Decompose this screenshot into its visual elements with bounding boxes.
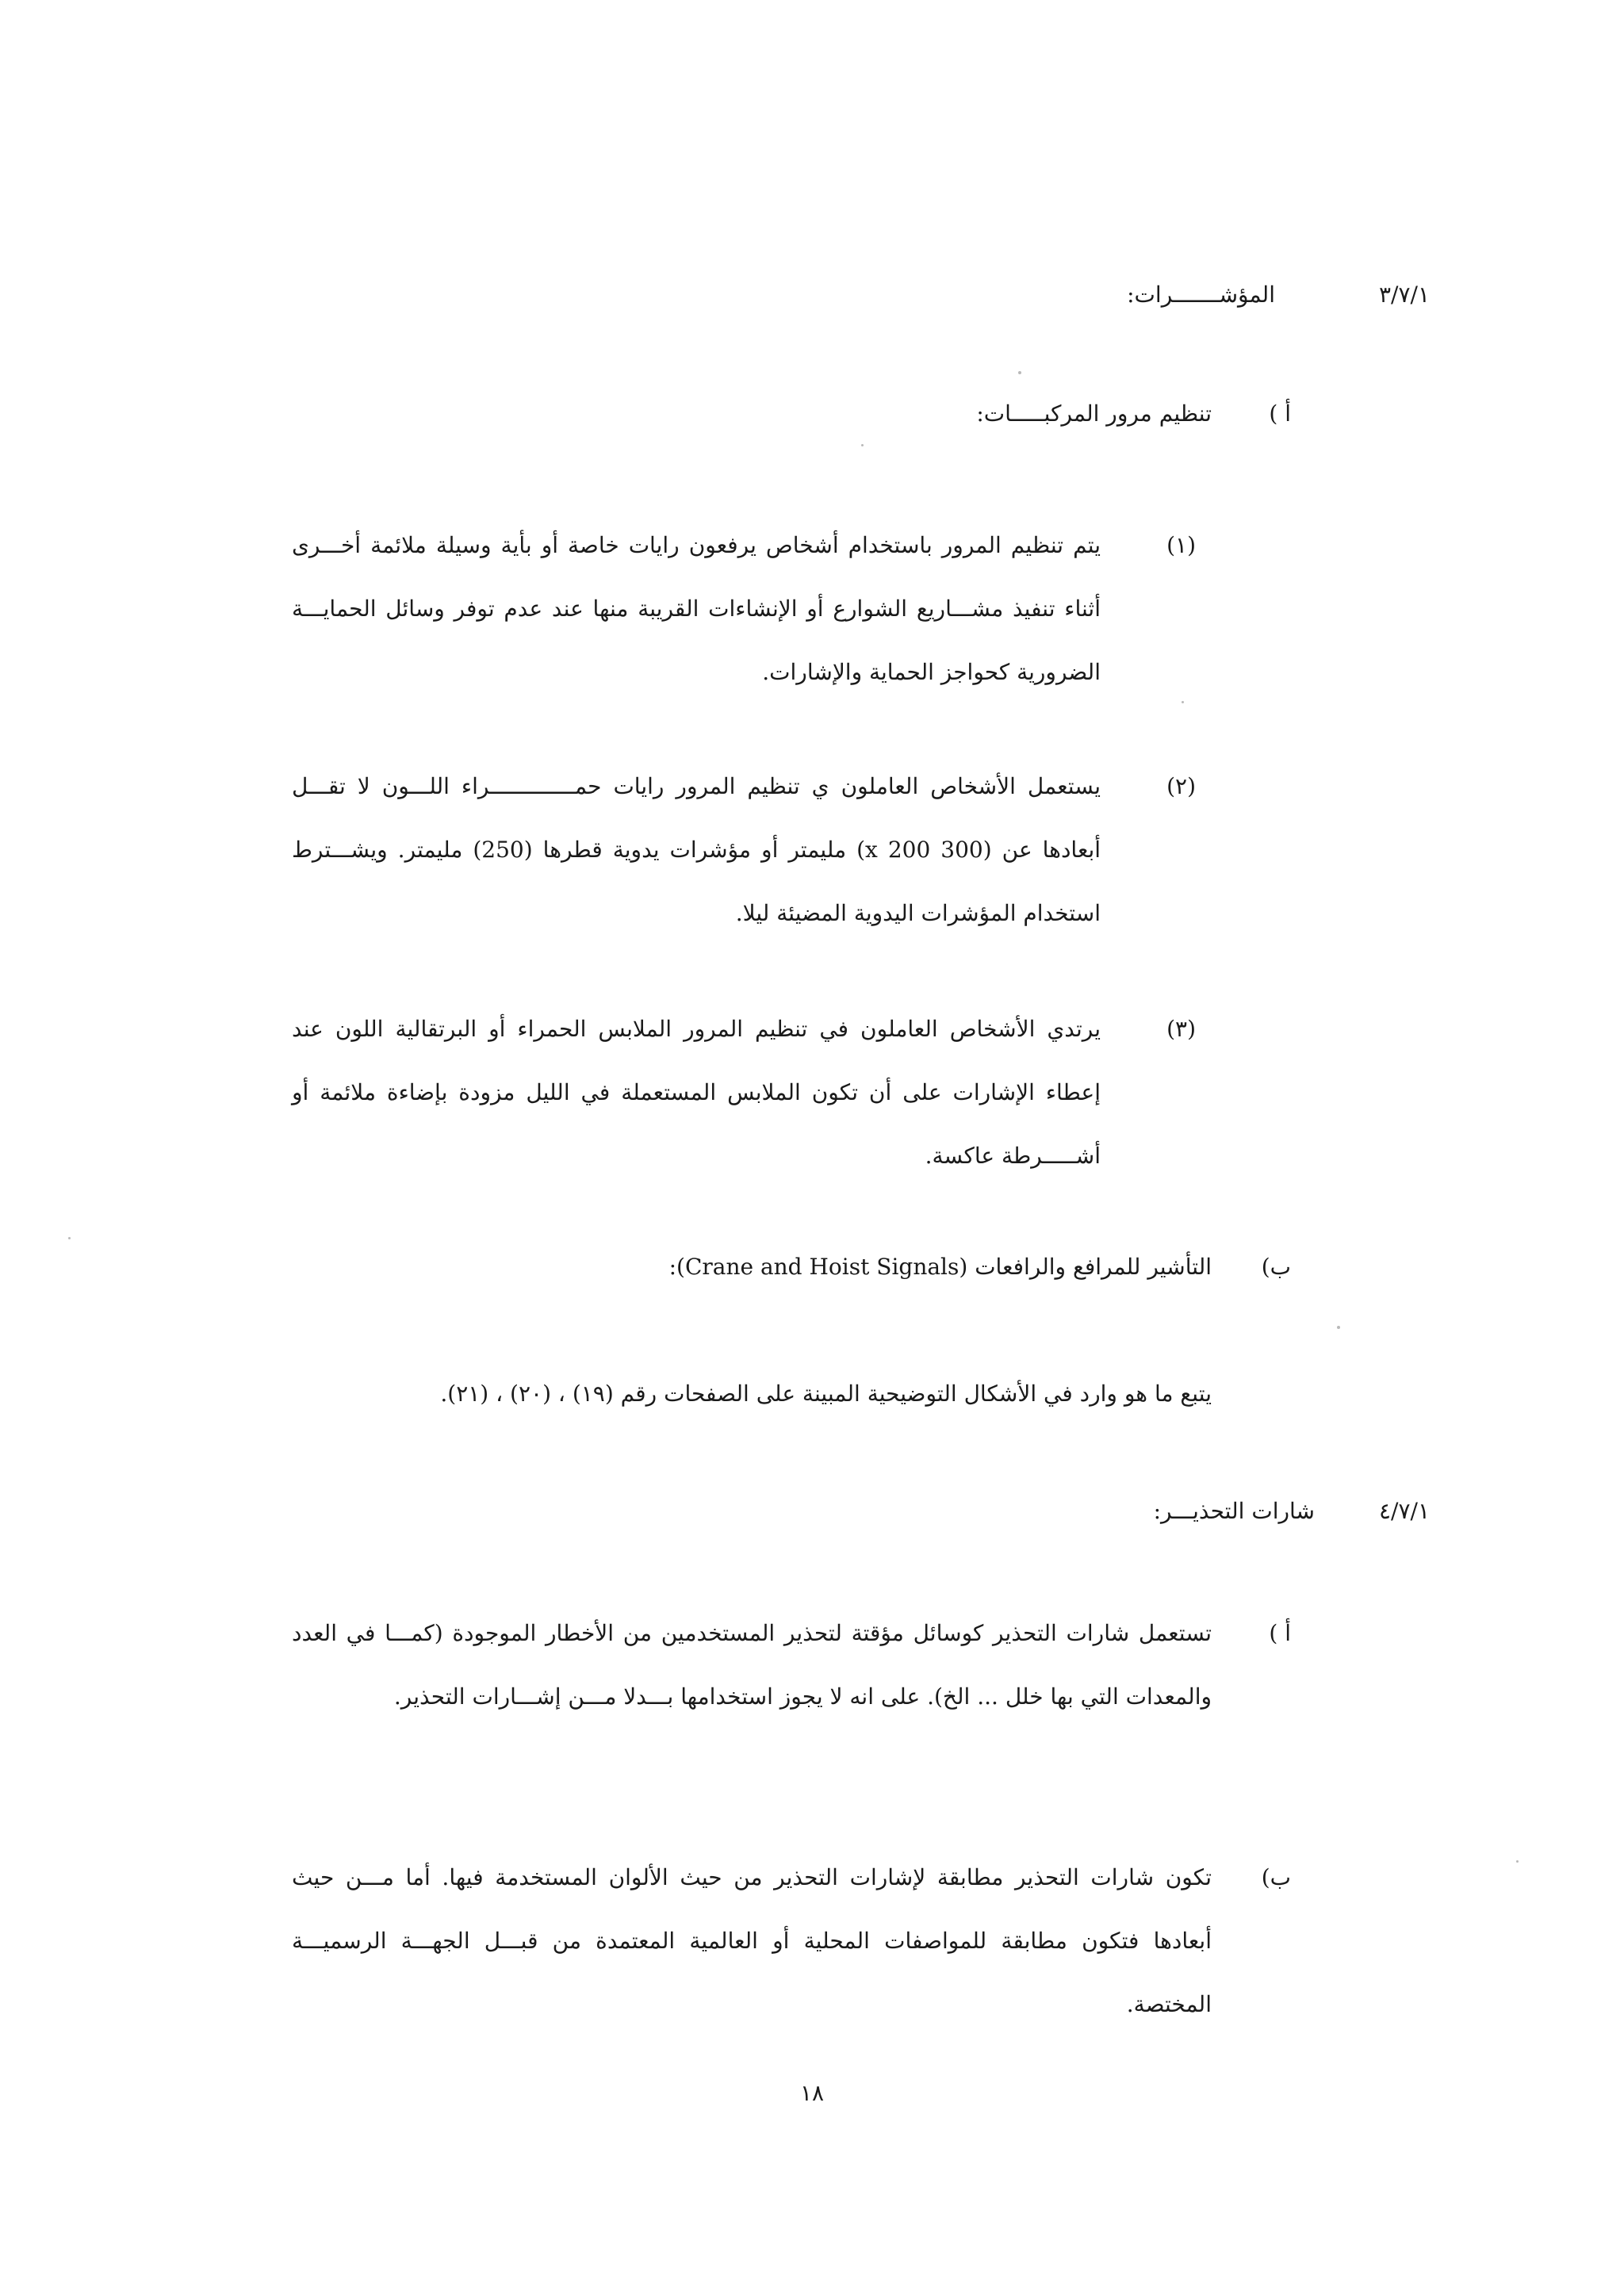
point-marker: (٣): [1166, 1016, 1196, 1042]
scan-speck: [1182, 701, 1184, 703]
page-number: ١٨: [799, 2080, 825, 2106]
paragraph: تستعمل شارات التحذير كوسائل مؤقتة لتحذير المستخدمين من الأخطار الموجودة (كمـــا في العدد والمعدات التي بها خلل ... الخ). على انه لا يجوز استخدامها بـــدلا مـــن إشـــارات التحذير.: [292, 1620, 1212, 1710]
paragraph: يتم تنظيم المرور باستخدام أشخاص يرفعون رايات خاصة أو بأية وسيلة ملائمة أخـــرى أثناء تنفيذ مشـــاريع الشوارع أو الإنشاءات القريبة منها عند عدم توفر وسائل الحمايـــة الضرورية كحواجز الحماية والإشارات.: [292, 532, 1101, 685]
scan-speck: [68, 1237, 71, 1239]
section-number: ٤/٧/١: [1379, 1498, 1430, 1524]
scan-speck: [1018, 371, 1021, 374]
scan-speck: [1516, 1860, 1519, 1863]
point-marker: (١): [1166, 532, 1196, 558]
item-heading: تنظيم مرور المركبـــــات:: [976, 400, 1212, 427]
item-marker: ب): [1261, 1254, 1291, 1280]
section-number: ٣/٧/١: [1379, 281, 1430, 308]
point-marker: (٢): [1166, 773, 1196, 799]
item-marker: أ ): [1269, 1620, 1291, 1646]
paragraph: تكون شارات التحذير مطابقة لإشارات التحذير من حيث الألوان المستخدمة فيها. أما مـــن حيث أبعادها فتكون مطابقة للمواصفات المحلية أو العالمية المعتمدة من قبـــل الجهـــة الرسميـــة المختصة.: [292, 1864, 1212, 2017]
scan-speck: [1337, 1326, 1340, 1329]
scan-speck: [861, 444, 864, 446]
paragraph: يرتدي الأشخاص العاملون في تنظيم المرور الملابس الحمراء أو البرتقالية اللون عند إعطاء الإشارات على أن تكون الملابس المستعملة في الليل مزودة بإضاءة ملائمة أو أشـــــرطة عاكسة.: [292, 1016, 1101, 1169]
item-heading: التأشير للمرافع والرافعات (Crane and Hoist Signals):: [668, 1254, 1212, 1280]
section-heading: شارات التحذيـــر:: [1153, 1498, 1315, 1524]
item-marker: ب): [1261, 1864, 1291, 1890]
item-marker: أ ): [1269, 400, 1291, 427]
paragraph: يستعمل الأشخاص العاملون ي تنظيم المرور رايات حمـــــــــــــراء اللـــون لا تقـــل أبعادها عن (300 x 200) مليمتر أو مؤشرات يدوية قطرها (250) مليمتر. ويشـــترط استخدام المؤشرات اليدوية المضيئة ليلا.: [292, 773, 1101, 926]
paragraph: يتبع ما هو وارد في الأشكال التوضيحية المبينة على الصفحات رقم (١٩) ، (٢٠) ، (٢١).: [440, 1381, 1212, 1407]
section-heading: المؤشـــــــرات:: [1127, 281, 1275, 308]
